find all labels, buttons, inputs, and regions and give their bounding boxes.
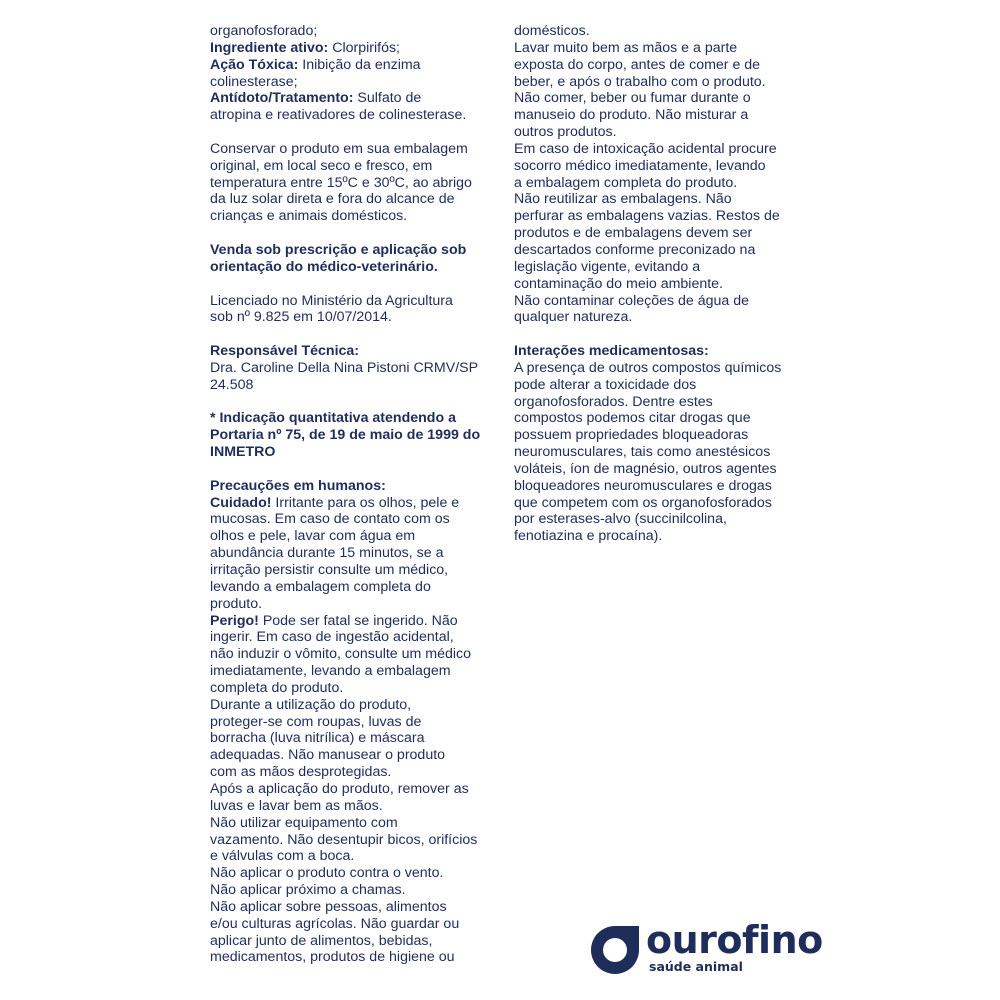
text-line [210, 141, 495, 158]
text-line [210, 832, 495, 849]
body-text: não induzir o vômito, consulte um médico [210, 646, 472, 663]
text-line [514, 528, 796, 545]
body-text: organofosforado; [210, 23, 318, 39]
text-line [514, 394, 796, 411]
text-line [210, 933, 495, 950]
text-line [210, 562, 495, 579]
text-line [210, 545, 495, 562]
body-text: temperatura entre 15ºC e 30ºC, ao abrigo [210, 174, 472, 191]
body-text: atropina e reativadores de colinesterase. [210, 107, 467, 124]
paragraph-spacer [210, 225, 495, 242]
body-text: qualquer natureza. [514, 309, 633, 326]
bold-label: Ingrediente ativo: [210, 39, 329, 56]
body-text: luvas e lavar bem as mãos. [210, 797, 383, 814]
bold-label: INMETRO [210, 444, 276, 461]
text-line [210, 798, 495, 815]
bold-label: Antídoto/Tratamento: [210, 90, 354, 107]
text-line [514, 293, 796, 310]
body-text: aplicar junto de alimentos, bebidas, [210, 932, 433, 949]
body-text: adequadas. Não manusear o produto [210, 747, 446, 764]
body-text: produtos e de embalagens devem ser [514, 225, 753, 242]
text-line [210, 730, 495, 747]
body-text: colinesterase; [210, 73, 298, 90]
text-line [210, 714, 495, 731]
body-text: medicamentos, produtos de higiene ou [210, 949, 455, 966]
text-line [210, 848, 495, 865]
body-text: Não reutilizar as embalagens. Não [514, 191, 732, 208]
text-line [210, 208, 495, 225]
text-line [210, 528, 495, 545]
body-text: levando a embalagem completa do [210, 578, 431, 595]
paragraph-spacer [210, 394, 495, 411]
body-text: e/ou culturas agrícolas. Não guardar ou [210, 915, 460, 932]
text-line [210, 343, 495, 360]
text-line [210, 663, 495, 680]
bold-label: Cuidado! [210, 494, 272, 511]
bold-label: Portaria nº 75, de 19 de maio de 1999 do [210, 427, 481, 444]
body-text: Em caso de intoxicação acidental procure [514, 140, 777, 157]
body-text: Não contaminar coleções de água de [514, 292, 750, 309]
text-line [210, 747, 495, 764]
body-text: imediatamente, levando a embalagem [210, 663, 451, 680]
body-text: irritação persistir consulte um médico, [210, 562, 449, 578]
text-line [514, 495, 796, 512]
text-line [210, 865, 495, 882]
bold-label: Venda sob prescrição e aplicação sob [210, 241, 467, 258]
text-line [210, 360, 495, 377]
text-line [514, 276, 796, 293]
body-text: Licenciado no Ministério da Agricultura [210, 292, 453, 309]
text-line [210, 697, 495, 714]
body-text: Não utilizar equipamento com [210, 814, 398, 831]
text-line [210, 646, 495, 663]
text-line [210, 596, 495, 613]
body-text: voláteis, íon de magnésio, outros agentes [514, 460, 777, 477]
text-line [514, 242, 796, 259]
text-line [514, 478, 796, 495]
text-line [210, 259, 495, 276]
text-line [514, 40, 796, 57]
body-text: que competem com os organofosforados [514, 494, 772, 511]
paragraph-spacer [210, 276, 495, 293]
text-line [210, 23, 495, 40]
text-line [514, 410, 796, 427]
bold-label: * Indicação quantitativa atendendo a [210, 410, 456, 427]
body-text: A presença de outros compostos químicos [514, 359, 782, 376]
bold-label: Ação Tóxica: [210, 56, 299, 73]
logo-tagline: saúde animal [649, 959, 743, 974]
ourofino-logo [588, 918, 823, 976]
text-line [514, 360, 796, 377]
body-text: Conservar o produto em sua embalagem [210, 140, 468, 157]
body-text: Não aplicar sobre pessoas, alimentos [210, 898, 447, 915]
body-text: organofosforados. Dentre estes [514, 393, 713, 410]
body-text: Após a aplicação do produto, remover as [210, 780, 469, 797]
text-line [210, 191, 495, 208]
bold-label: Interações medicamentosas: [514, 343, 709, 360]
body-text: bloqueadores neuromusculares e drogas [514, 477, 772, 494]
text-line [210, 242, 495, 259]
body-text: neuromusculares, tais como anestésicos [514, 444, 771, 461]
body-text: Não comer, beber ou fumar durante o [514, 90, 751, 107]
text-line [210, 57, 495, 74]
body-text: ingerir. Em caso de ingestão acidental, [210, 629, 454, 646]
ourofino-emblem-icon [588, 924, 642, 976]
text-line [210, 427, 495, 444]
body-text: crianças e animais domésticos. [210, 208, 408, 225]
text-line [514, 377, 796, 394]
text-line [514, 259, 796, 276]
body-text: abundância durante 15 minutos, se a [210, 545, 444, 562]
bold-label: Precauções em humanos: [210, 477, 386, 494]
text-line [514, 158, 796, 175]
bold-label: Responsável Técnica: [210, 343, 360, 360]
body-text: manuseio do produto. Não misturar a [514, 107, 749, 124]
body-text: por esterases-alvo (succinilcolina, [514, 511, 727, 528]
body-text: Não aplicar próximo a chamas. [210, 882, 406, 899]
paragraph-spacer [210, 124, 495, 141]
bold-label: orientação do médico-veterinário. [210, 258, 438, 275]
body-text: Clorpirifós; [328, 39, 400, 56]
text-line [210, 478, 495, 495]
text-line [210, 377, 495, 394]
text-line [514, 461, 796, 478]
text-line [514, 343, 796, 360]
text-line [210, 764, 495, 781]
text-line [514, 57, 796, 74]
text-line [514, 141, 796, 158]
body-text: produto. [210, 595, 263, 612]
body-text: vazamento. Não desentupir bicos, orifícios [210, 831, 478, 848]
body-text: Lavar muito bem as mãos e a parte [514, 39, 738, 56]
body-text: proteger-se com roupas, luvas de [210, 713, 422, 730]
text-line [210, 158, 495, 175]
body-text: borracha (luva nitrílica) e máscara [210, 730, 425, 747]
body-text: fenotiazina e procaína). [514, 528, 663, 545]
text-line [514, 309, 796, 326]
text-line [210, 949, 495, 966]
text-line [514, 427, 796, 444]
text-line [514, 175, 796, 192]
body-text: completa do produto. [210, 679, 344, 696]
body-text: compostos podemos citar drogas que [514, 410, 751, 427]
text-line [514, 124, 796, 141]
text-line [514, 225, 796, 242]
body-text: exposta do corpo, antes de comer e de [514, 56, 761, 73]
text-line [514, 23, 796, 40]
text-line [210, 444, 495, 461]
body-text: beber, e após o trabalho com o produto. [514, 73, 766, 90]
text-line [210, 882, 495, 899]
body-text: Dra. Caroline Della Nina Pistoni CRMV/SP [210, 359, 479, 376]
body-text: 24.508 [210, 376, 254, 393]
text-line [210, 309, 495, 326]
body-text: Inibição da enzima [298, 56, 421, 73]
bold-label: Perigo! [210, 612, 259, 629]
body-text: original, em local seco e fresco, em [210, 157, 433, 174]
body-text: com as mãos desprotegidas. [210, 764, 392, 781]
text-line [514, 74, 796, 91]
body-text: Durante a utilização do produto, [210, 696, 412, 713]
body-text: da luz solar direta e fora do alcance de [210, 191, 455, 208]
body-text: pode alterar a toxicidade dos [514, 376, 697, 393]
paragraph-spacer [210, 326, 495, 343]
body-text: legislação vigente, evitando a [514, 258, 701, 275]
paragraph-spacer [514, 326, 796, 343]
text-line [210, 410, 495, 427]
body-text: Irritante para os olhos, pele e [271, 494, 460, 511]
left-text-column [210, 23, 495, 966]
right-text-column [514, 23, 796, 545]
body-text: Não aplicar o produto contra o vento. [210, 865, 444, 882]
body-text: Sulfato de [353, 90, 422, 107]
text-line [514, 191, 796, 208]
body-text: possuem propriedades bloqueadoras [514, 427, 749, 444]
text-line [210, 781, 495, 798]
text-line [210, 613, 495, 630]
body-text: Pode ser fatal se ingerido. Não [258, 612, 458, 629]
body-text: contaminação do meio ambiente. [514, 275, 723, 292]
text-line [210, 680, 495, 697]
text-line [210, 579, 495, 596]
text-line [514, 444, 796, 461]
text-line [210, 293, 495, 310]
text-line [210, 815, 495, 832]
text-line [514, 90, 796, 107]
body-text: perfurar as embalagens vazias. Restos de [514, 208, 780, 225]
body-text: a embalagem completa do produto. [514, 174, 738, 191]
text-line [210, 916, 495, 933]
body-text: socorro médico imediatamente, levando [514, 157, 766, 174]
text-line [210, 495, 495, 512]
text-line [210, 40, 495, 57]
text-line [210, 899, 495, 916]
body-text: descartados conforme preconizado na [514, 241, 756, 258]
text-line [210, 74, 495, 91]
body-text: domésticos. [514, 23, 590, 39]
text-line [514, 107, 796, 124]
text-line [210, 175, 495, 192]
text-line [514, 208, 796, 225]
text-line [210, 90, 495, 107]
text-line [514, 511, 796, 528]
logo-wordmark: ourofino [646, 918, 823, 962]
body-text: sob nº 9.825 em 10/07/2014. [210, 309, 392, 326]
text-line [210, 511, 495, 528]
paragraph-spacer [210, 461, 495, 478]
body-text: e válvulas com a boca. [210, 848, 355, 865]
text-line [210, 629, 495, 646]
body-text: olhos e pele, lavar com água em [210, 528, 416, 545]
body-text: mucosas. Em caso de contato com os [210, 511, 450, 528]
text-line [210, 107, 495, 124]
body-text: outros produtos. [514, 124, 617, 141]
